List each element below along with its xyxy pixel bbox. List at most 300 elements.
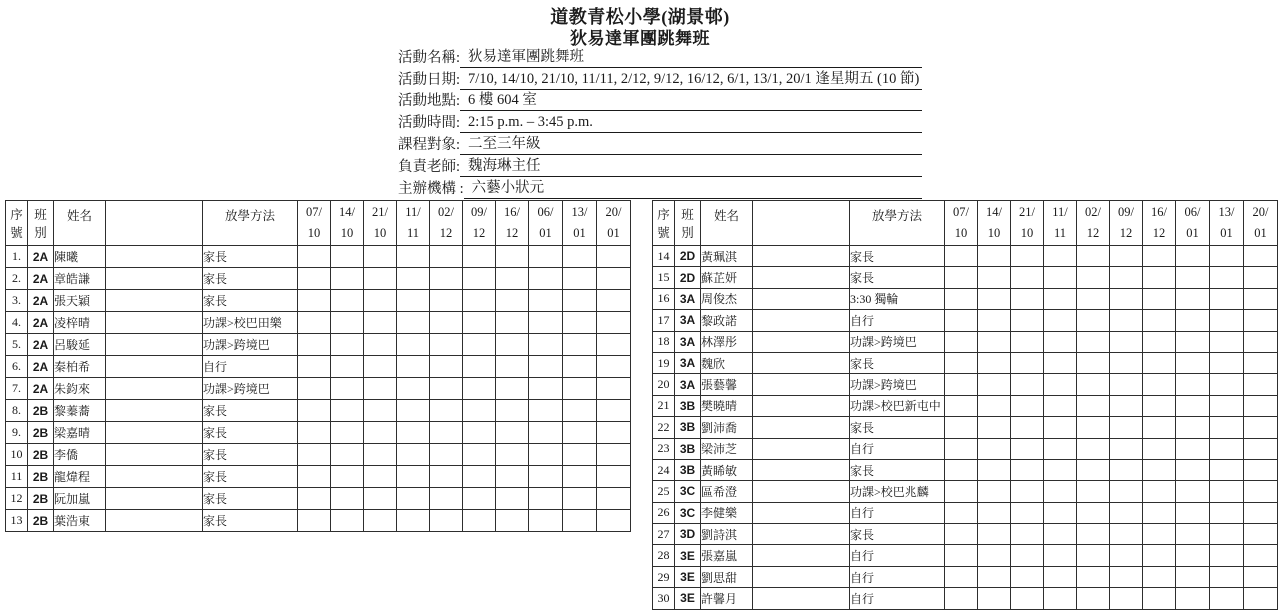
attendance-date-cell — [1044, 459, 1077, 480]
blank-cell — [753, 267, 850, 288]
attendance-date-cell — [1176, 545, 1210, 566]
attendance-date-cell — [331, 510, 364, 532]
method-cell: 家長 — [850, 267, 945, 288]
class-cell: 3B — [675, 395, 701, 416]
attendance-date-cell — [529, 400, 563, 422]
blank-cell — [753, 374, 850, 395]
attendance-date-cell — [298, 422, 331, 444]
col-header-class-text: 班 別 — [34, 208, 47, 240]
activity-name-title: 狄易達軍團跳舞班 — [570, 29, 710, 48]
attendance-date-cell — [1143, 481, 1176, 502]
col-header-date — [496, 201, 529, 246]
col-header-class-text: 班 別 — [681, 208, 694, 240]
attendance-date-cell — [1210, 481, 1244, 502]
col-header-date-text: 07/ 10 — [306, 205, 322, 240]
table-row — [653, 267, 1278, 288]
attendance-date-cell — [563, 444, 597, 466]
attendance-date-cell — [1044, 267, 1077, 288]
form-field — [398, 155, 922, 177]
attendance-date-cell — [563, 466, 597, 488]
table-row — [6, 268, 631, 290]
method-cell: 功課>校巴新屯中 — [850, 395, 945, 416]
header-row — [653, 201, 1278, 246]
attendance-date-cell — [529, 356, 563, 378]
table-row — [653, 310, 1278, 331]
attendance-date-cell — [1244, 524, 1278, 545]
attendance-date-cell — [978, 374, 1011, 395]
attendance-date-cell — [597, 378, 631, 400]
attendance-date-cell — [1044, 588, 1077, 609]
table-row — [653, 524, 1278, 545]
activity-info-form — [398, 46, 922, 199]
attendance-date-cell — [331, 246, 364, 268]
class-cell: 2B — [28, 488, 54, 510]
col-header-date-text: 21/ 10 — [372, 205, 388, 240]
class-cell: 3A — [675, 288, 701, 309]
attendance-date-cell — [529, 422, 563, 444]
name-cell: 朱鈞來 — [54, 378, 106, 400]
method-cell: 家長 — [203, 488, 298, 510]
seq-cell: 1. — [6, 246, 28, 268]
class-cell: 3C — [675, 502, 701, 523]
attendance-date-cell — [1077, 374, 1110, 395]
attendance-date-cell — [1210, 545, 1244, 566]
attendance-date-cell — [597, 400, 631, 422]
method-cell: 家長 — [203, 422, 298, 444]
name-cell: 凌梓晴 — [54, 312, 106, 334]
name-cell: 蘇芷妍 — [701, 267, 753, 288]
col-header-seq — [653, 201, 675, 246]
attendance-date-cell — [1077, 566, 1110, 587]
attendance-date-cell — [397, 290, 430, 312]
class-cell: 3B — [675, 438, 701, 459]
attendance-date-cell — [597, 466, 631, 488]
seq-cell: 19 — [653, 352, 675, 373]
name-cell: 秦柏希 — [54, 356, 106, 378]
blank-cell — [106, 356, 203, 378]
attendance-date-cell — [945, 524, 978, 545]
attendance-date-cell — [1110, 481, 1143, 502]
seq-cell: 3. — [6, 290, 28, 312]
dismissal-table-left — [5, 200, 631, 532]
attendance-date-cell — [364, 246, 397, 268]
attendance-date-cell — [1077, 459, 1110, 480]
table-row — [653, 481, 1278, 502]
table-row — [6, 290, 631, 312]
name-cell: 周俊杰 — [701, 288, 753, 309]
col-header-date — [1244, 201, 1278, 246]
attendance-date-cell — [364, 378, 397, 400]
attendance-date-cell — [397, 466, 430, 488]
col-header-date — [364, 201, 397, 246]
attendance-date-cell — [1244, 417, 1278, 438]
attendance-date-cell — [331, 466, 364, 488]
attendance-date-cell — [1143, 352, 1176, 373]
attendance-date-cell — [1044, 288, 1077, 309]
school-name-title: 道教青松小學(湖景邨) — [550, 7, 730, 27]
form-field-label: 活動地點: — [398, 93, 461, 110]
seq-cell: 25 — [653, 481, 675, 502]
attendance-date-cell — [1176, 267, 1210, 288]
attendance-date-cell — [331, 488, 364, 510]
col-header-date-text: 09/ 12 — [1118, 205, 1134, 240]
table-row — [653, 374, 1278, 395]
name-cell: 梁嘉晴 — [54, 422, 106, 444]
attendance-date-cell — [978, 438, 1011, 459]
method-cell: 家長 — [203, 444, 298, 466]
attendance-date-cell — [298, 488, 331, 510]
dismissal-table-right — [652, 200, 1278, 610]
col-header-method: 放學方法 — [203, 201, 298, 246]
class-cell: 2A — [28, 356, 54, 378]
blank-cell — [106, 444, 203, 466]
attendance-date-cell — [1110, 288, 1143, 309]
method-cell: 自行 — [850, 588, 945, 609]
method-cell: 家長 — [850, 352, 945, 373]
attendance-date-cell — [298, 444, 331, 466]
attendance-date-cell — [1011, 438, 1044, 459]
attendance-date-cell — [1077, 267, 1110, 288]
attendance-date-cell — [1244, 438, 1278, 459]
method-cell: 家長 — [850, 524, 945, 545]
attendance-date-cell — [496, 246, 529, 268]
attendance-date-cell — [597, 356, 631, 378]
class-cell: 2A — [28, 334, 54, 356]
blank-cell — [106, 290, 203, 312]
col-header-date-text: 06/ 01 — [1184, 205, 1201, 240]
method-cell: 家長 — [203, 466, 298, 488]
attendance-date-cell — [496, 334, 529, 356]
attendance-date-cell — [1011, 310, 1044, 331]
attendance-date-cell — [1077, 481, 1110, 502]
seq-cell: 21 — [653, 395, 675, 416]
attendance-date-cell — [563, 488, 597, 510]
class-cell: 3B — [675, 417, 701, 438]
attendance-date-cell — [331, 378, 364, 400]
col-header-name: 姓名 — [701, 201, 753, 246]
attendance-date-cell — [597, 422, 631, 444]
class-cell: 2B — [28, 444, 54, 466]
attendance-date-cell — [298, 246, 331, 268]
form-field-value: 2:15 p.m. – 3:45 p.m. — [460, 114, 922, 133]
form-field-label: 負責老師: — [398, 158, 461, 175]
col-header-seq-text: 序 號 — [657, 208, 670, 240]
attendance-date-cell — [529, 334, 563, 356]
attendance-date-cell — [430, 510, 463, 532]
attendance-date-cell — [397, 268, 430, 290]
col-header-date — [1077, 201, 1110, 246]
attendance-date-cell — [496, 290, 529, 312]
attendance-date-cell — [945, 395, 978, 416]
form-field-value: 六藝小狀元 — [464, 176, 922, 199]
col-header-date — [945, 201, 978, 246]
attendance-date-cell — [298, 510, 331, 532]
attendance-date-cell — [563, 378, 597, 400]
attendance-date-cell — [1044, 246, 1077, 267]
attendance-date-cell — [978, 459, 1011, 480]
col-header-seq — [6, 201, 28, 246]
col-header-date — [1176, 201, 1210, 246]
attendance-date-cell — [430, 466, 463, 488]
blank-cell — [106, 246, 203, 268]
attendance-date-cell — [298, 466, 331, 488]
blank-cell — [753, 545, 850, 566]
attendance-date-cell — [1077, 524, 1110, 545]
class-cell: 2A — [28, 312, 54, 334]
method-cell: 功課>校巴兆麟 — [850, 481, 945, 502]
form-field — [398, 177, 922, 199]
col-header-date — [1110, 201, 1143, 246]
blank-cell — [753, 566, 850, 587]
col-header-date — [430, 201, 463, 246]
attendance-date-cell — [1244, 310, 1278, 331]
table-row — [6, 246, 631, 268]
class-cell: 3A — [675, 352, 701, 373]
attendance-date-cell — [1044, 395, 1077, 416]
name-cell: 劉沛喬 — [701, 417, 753, 438]
col-header-date-text: 14/ 10 — [339, 205, 355, 240]
attendance-date-cell — [945, 310, 978, 331]
attendance-date-cell — [529, 290, 563, 312]
blank-cell — [753, 417, 850, 438]
attendance-date-cell — [364, 466, 397, 488]
attendance-date-cell — [364, 400, 397, 422]
attendance-date-cell — [978, 566, 1011, 587]
form-field-label: 主辦機構 : — [398, 180, 464, 197]
col-header-blank — [106, 201, 203, 246]
seq-cell: 27 — [653, 524, 675, 545]
attendance-date-cell — [597, 246, 631, 268]
attendance-date-cell — [1110, 352, 1143, 373]
table-row — [653, 246, 1278, 267]
attendance-date-cell — [978, 588, 1011, 609]
method-cell: 家長 — [850, 246, 945, 267]
attendance-date-cell — [945, 502, 978, 523]
form-field-value: 6 樓 604 室 — [460, 88, 922, 111]
attendance-date-cell — [1077, 395, 1110, 416]
attendance-date-cell — [1044, 417, 1077, 438]
name-cell: 黃珮淇 — [701, 246, 753, 267]
attendance-date-cell — [430, 422, 463, 444]
attendance-date-cell — [331, 356, 364, 378]
name-cell: 張藝馨 — [701, 374, 753, 395]
table-row — [6, 510, 631, 532]
attendance-date-cell — [1143, 395, 1176, 416]
class-cell: 3B — [675, 459, 701, 480]
attendance-date-cell — [1176, 502, 1210, 523]
col-header-date — [463, 201, 496, 246]
table-row — [653, 417, 1278, 438]
attendance-date-cell — [978, 288, 1011, 309]
seq-cell: 10 — [6, 444, 28, 466]
attendance-date-cell — [1011, 481, 1044, 502]
attendance-date-cell — [397, 334, 430, 356]
attendance-date-cell — [298, 356, 331, 378]
method-cell: 自行 — [850, 545, 945, 566]
seq-cell: 2. — [6, 268, 28, 290]
method-cell: 家長 — [203, 400, 298, 422]
attendance-date-cell — [463, 510, 496, 532]
attendance-date-cell — [1210, 417, 1244, 438]
col-header-date-text: 21/ 10 — [1019, 205, 1035, 240]
name-cell: 樊曉晴 — [701, 395, 753, 416]
table-row — [653, 588, 1278, 609]
table-row — [653, 459, 1278, 480]
blank-cell — [753, 395, 850, 416]
attendance-date-cell — [1176, 438, 1210, 459]
method-cell: 自行 — [850, 310, 945, 331]
attendance-date-cell — [1077, 502, 1110, 523]
attendance-date-cell — [1143, 459, 1176, 480]
method-cell: 自行 — [850, 438, 945, 459]
attendance-date-cell — [1011, 352, 1044, 373]
blank-cell — [753, 352, 850, 373]
attendance-date-cell — [1011, 267, 1044, 288]
attendance-date-cell — [978, 417, 1011, 438]
col-header-date-text: 16/ 12 — [1151, 205, 1167, 240]
attendance-date-cell — [331, 422, 364, 444]
blank-cell — [106, 488, 203, 510]
attendance-date-cell — [1176, 331, 1210, 352]
col-header-date-text: 13/ 01 — [1218, 205, 1235, 240]
class-cell: 2A — [28, 268, 54, 290]
attendance-date-cell — [563, 334, 597, 356]
table-row — [6, 422, 631, 444]
attendance-date-cell — [463, 422, 496, 444]
attendance-date-cell — [978, 352, 1011, 373]
attendance-date-cell — [364, 334, 397, 356]
attendance-date-cell — [397, 488, 430, 510]
attendance-date-cell — [463, 312, 496, 334]
attendance-date-cell — [397, 422, 430, 444]
method-cell: 功課>跨境巴 — [850, 331, 945, 352]
attendance-date-cell — [1176, 395, 1210, 416]
col-header-date-text: 11/ 11 — [1052, 205, 1068, 240]
attendance-date-cell — [1011, 566, 1044, 587]
blank-cell — [753, 481, 850, 502]
attendance-date-cell — [1011, 331, 1044, 352]
seq-cell: 16 — [653, 288, 675, 309]
attendance-date-cell — [1143, 524, 1176, 545]
attendance-date-cell — [1044, 481, 1077, 502]
attendance-date-cell — [364, 356, 397, 378]
attendance-date-cell — [298, 400, 331, 422]
class-cell: 2D — [675, 267, 701, 288]
attendance-date-cell — [496, 488, 529, 510]
table-row — [653, 352, 1278, 373]
attendance-date-cell — [1110, 246, 1143, 267]
attendance-date-cell — [364, 312, 397, 334]
attendance-date-cell — [1110, 267, 1143, 288]
attendance-date-cell — [298, 312, 331, 334]
attendance-date-cell — [463, 400, 496, 422]
seq-cell: 15 — [653, 267, 675, 288]
roster-table — [5, 200, 631, 532]
attendance-date-cell — [1110, 374, 1143, 395]
attendance-date-cell — [945, 352, 978, 373]
attendance-date-cell — [1210, 246, 1244, 267]
col-header-date — [978, 201, 1011, 246]
blank-cell — [753, 502, 850, 523]
attendance-date-cell — [1176, 246, 1210, 267]
attendance-date-cell — [529, 488, 563, 510]
attendance-date-cell — [1044, 438, 1077, 459]
attendance-date-cell — [397, 312, 430, 334]
attendance-date-cell — [496, 466, 529, 488]
col-header-date-text: 20/ 01 — [605, 205, 622, 240]
attendance-date-cell — [1077, 331, 1110, 352]
method-cell: 家長 — [203, 290, 298, 312]
attendance-date-cell — [1143, 331, 1176, 352]
attendance-date-cell — [1244, 352, 1278, 373]
attendance-date-cell — [978, 481, 1011, 502]
col-header-date-text: 20/ 01 — [1252, 205, 1269, 240]
seq-cell: 5. — [6, 334, 28, 356]
col-header-date-text: 06/ 01 — [537, 205, 554, 240]
attendance-date-cell — [496, 422, 529, 444]
col-header-date — [298, 201, 331, 246]
form-field — [398, 46, 922, 68]
form-field-value: 二至三年級 — [460, 132, 922, 155]
attendance-date-cell — [463, 334, 496, 356]
class-cell: 2A — [28, 290, 54, 312]
attendance-date-cell — [945, 459, 978, 480]
attendance-date-cell — [463, 378, 496, 400]
col-header-date-text: 02/ 12 — [438, 205, 454, 240]
attendance-date-cell — [397, 246, 430, 268]
blank-cell — [753, 438, 850, 459]
attendance-date-cell — [945, 545, 978, 566]
class-cell: 3A — [675, 310, 701, 331]
attendance-date-cell — [331, 312, 364, 334]
attendance-date-cell — [1176, 524, 1210, 545]
attendance-date-cell — [1011, 545, 1044, 566]
attendance-date-cell — [597, 510, 631, 532]
method-cell: 功課>跨境巴 — [203, 378, 298, 400]
attendance-date-cell — [1110, 310, 1143, 331]
col-header-date-text: 14/ 10 — [986, 205, 1002, 240]
attendance-date-cell — [463, 268, 496, 290]
name-cell: 葉浩東 — [54, 510, 106, 532]
seq-cell: 4. — [6, 312, 28, 334]
attendance-date-cell — [364, 510, 397, 532]
seq-cell: 17 — [653, 310, 675, 331]
attendance-date-cell — [1044, 524, 1077, 545]
attendance-date-cell — [1011, 524, 1044, 545]
attendance-date-cell — [1244, 395, 1278, 416]
method-cell: 家長 — [850, 459, 945, 480]
name-cell: 陳曦 — [54, 246, 106, 268]
method-cell: 家長 — [203, 510, 298, 532]
seq-cell: 29 — [653, 566, 675, 587]
attendance-date-cell — [496, 312, 529, 334]
table-row — [6, 400, 631, 422]
attendance-date-cell — [1110, 459, 1143, 480]
attendance-date-cell — [1011, 246, 1044, 267]
attendance-date-cell — [1244, 246, 1278, 267]
attendance-date-cell — [364, 422, 397, 444]
attendance-date-cell — [397, 400, 430, 422]
attendance-date-cell — [496, 510, 529, 532]
name-cell: 張天穎 — [54, 290, 106, 312]
attendance-date-cell — [1210, 459, 1244, 480]
attendance-date-cell — [331, 444, 364, 466]
attendance-date-cell — [1011, 374, 1044, 395]
attendance-date-cell — [1077, 288, 1110, 309]
name-cell: 劉詩淇 — [701, 524, 753, 545]
attendance-date-cell — [563, 510, 597, 532]
table-row — [6, 444, 631, 466]
